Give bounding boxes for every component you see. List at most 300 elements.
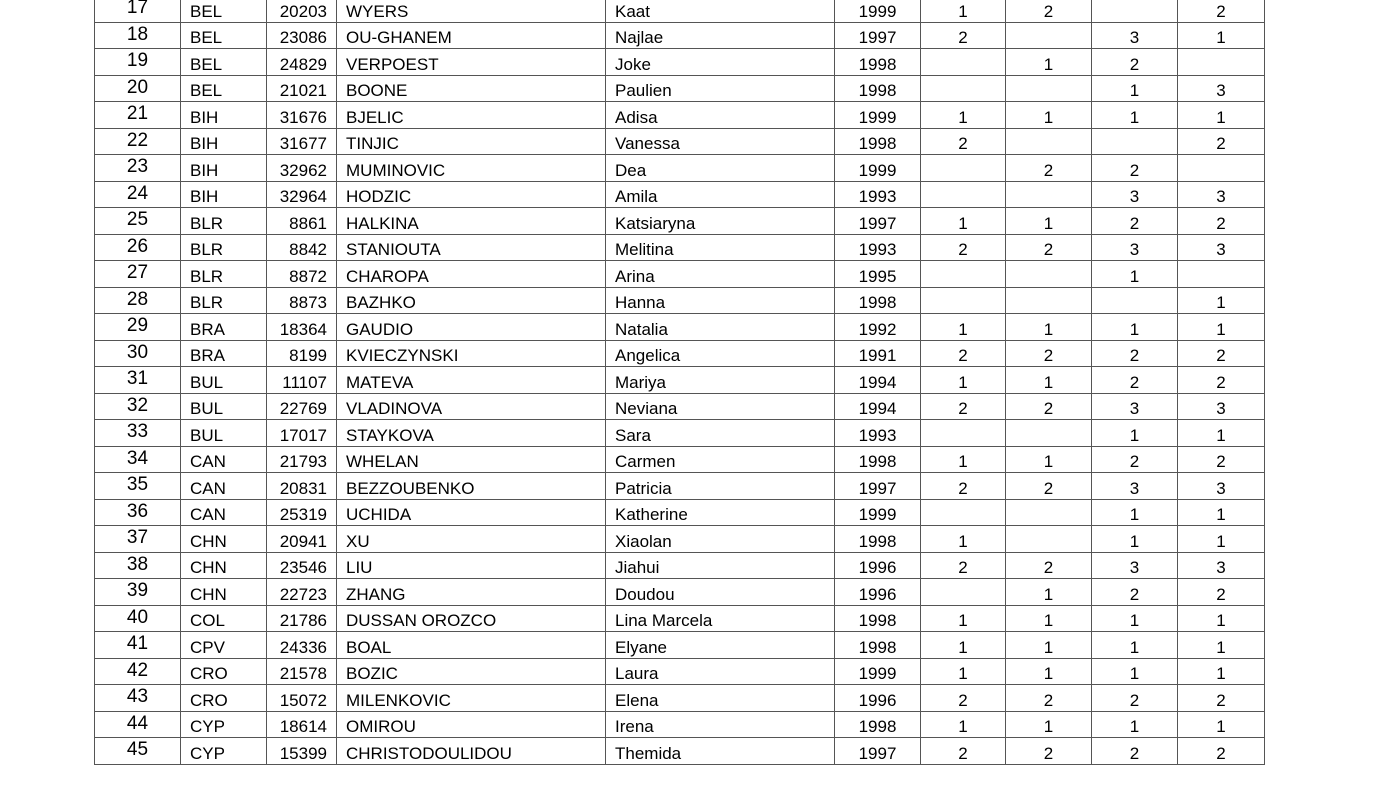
table-row (95, 0, 1265, 22)
athlete-id: 18614 (267, 711, 337, 738)
athlete-id: 31676 (267, 102, 337, 129)
nation-code: BEL (181, 75, 267, 102)
table-row (95, 314, 1265, 341)
given-name: Paulien (606, 75, 835, 102)
event-2-entry: 1 (1006, 446, 1092, 473)
row-number: 27 (95, 261, 181, 288)
table-row (95, 261, 1265, 288)
event-4-entry: 2 (1178, 0, 1265, 22)
event-4-entry: 1 (1178, 287, 1265, 314)
table-row (95, 552, 1265, 579)
given-name: Laura (606, 658, 835, 685)
given-name: Adisa (606, 102, 835, 129)
athlete-id: 20831 (267, 473, 337, 500)
event-3-entry: 2 (1092, 340, 1178, 367)
birth-year: 1996 (835, 579, 921, 606)
event-1-entry (921, 181, 1006, 208)
given-name: Carmen (606, 446, 835, 473)
event-2-entry: 1 (1006, 367, 1092, 394)
surname: OU-GHANEM (337, 22, 606, 49)
surname: HODZIC (337, 181, 606, 208)
event-4-entry: 1 (1178, 22, 1265, 49)
athlete-id: 8873 (267, 287, 337, 314)
nation-code: BUL (181, 367, 267, 394)
event-1-entry: 1 (921, 102, 1006, 129)
event-2-entry: 1 (1006, 605, 1092, 632)
event-1-entry: 1 (921, 526, 1006, 553)
event-4-entry: 1 (1178, 314, 1265, 341)
table-row (95, 75, 1265, 102)
given-name: Elena (606, 685, 835, 712)
event-1-entry: 1 (921, 711, 1006, 738)
event-1-entry (921, 499, 1006, 526)
surname: MILENKOVIC (337, 685, 606, 712)
row-number: 18 (95, 22, 181, 49)
event-1-entry (921, 75, 1006, 102)
surname: VLADINOVA (337, 393, 606, 420)
event-4-entry: 2 (1178, 738, 1265, 765)
event-3-entry: 3 (1092, 181, 1178, 208)
event-3-entry: 2 (1092, 579, 1178, 606)
table-row (95, 102, 1265, 129)
birth-year: 1993 (835, 234, 921, 261)
event-4-entry: 1 (1178, 420, 1265, 447)
event-4-entry: 3 (1178, 552, 1265, 579)
event-2-entry (1006, 181, 1092, 208)
birth-year: 1999 (835, 499, 921, 526)
given-name: Vanessa (606, 128, 835, 155)
given-name: Mariya (606, 367, 835, 394)
row-number: 44 (95, 711, 181, 738)
surname: BOZIC (337, 658, 606, 685)
table-row (95, 579, 1265, 606)
birth-year: 1999 (835, 155, 921, 182)
event-1-entry: 1 (921, 208, 1006, 235)
nation-code: CAN (181, 473, 267, 500)
surname: WHELAN (337, 446, 606, 473)
athlete-id: 20203 (267, 0, 337, 22)
event-2-entry: 2 (1006, 685, 1092, 712)
given-name: Natalia (606, 314, 835, 341)
event-4-entry: 1 (1178, 102, 1265, 129)
event-4-entry: 3 (1178, 75, 1265, 102)
given-name: Melitina (606, 234, 835, 261)
event-4-entry: 1 (1178, 605, 1265, 632)
event-1-entry: 1 (921, 605, 1006, 632)
event-1-entry: 2 (921, 738, 1006, 765)
surname: STAYKOVA (337, 420, 606, 447)
birth-year: 1991 (835, 340, 921, 367)
row-number: 26 (95, 234, 181, 261)
event-4-entry (1178, 49, 1265, 76)
athlete-id: 32964 (267, 181, 337, 208)
event-3-entry: 1 (1092, 711, 1178, 738)
event-3-entry: 2 (1092, 738, 1178, 765)
event-1-entry: 1 (921, 314, 1006, 341)
athlete-id: 21786 (267, 605, 337, 632)
surname: GAUDIO (337, 314, 606, 341)
nation-code: CPV (181, 632, 267, 659)
event-4-entry: 2 (1178, 446, 1265, 473)
surname: BEZZOUBENKO (337, 473, 606, 500)
birth-year: 1998 (835, 605, 921, 632)
given-name: Angelica (606, 340, 835, 367)
event-3-entry: 1 (1092, 314, 1178, 341)
surname: STANIOUTA (337, 234, 606, 261)
event-3-entry: 3 (1092, 552, 1178, 579)
given-name: Xiaolan (606, 526, 835, 553)
athlete-id: 25319 (267, 499, 337, 526)
table-row (95, 287, 1265, 314)
row-number: 39 (95, 579, 181, 606)
event-1-entry: 2 (921, 128, 1006, 155)
birth-year: 1999 (835, 102, 921, 129)
given-name: Sara (606, 420, 835, 447)
event-3-entry: 2 (1092, 155, 1178, 182)
surname: MATEVA (337, 367, 606, 394)
row-number: 17 (95, 0, 181, 22)
athlete-id: 15072 (267, 685, 337, 712)
row-number: 23 (95, 155, 181, 182)
entries-body (95, 0, 1265, 764)
event-4-entry: 2 (1178, 128, 1265, 155)
nation-code: CRO (181, 685, 267, 712)
athlete-id: 24336 (267, 632, 337, 659)
athlete-id: 32962 (267, 155, 337, 182)
table-row (95, 208, 1265, 235)
event-3-entry (1092, 287, 1178, 314)
event-3-entry: 1 (1092, 75, 1178, 102)
given-name: Najlae (606, 22, 835, 49)
event-4-entry: 3 (1178, 234, 1265, 261)
event-3-entry: 2 (1092, 208, 1178, 235)
event-2-entry (1006, 261, 1092, 288)
given-name: Arina (606, 261, 835, 288)
row-number: 29 (95, 314, 181, 341)
table-row (95, 658, 1265, 685)
given-name: Katsiaryna (606, 208, 835, 235)
athlete-id: 22723 (267, 579, 337, 606)
event-1-entry (921, 155, 1006, 182)
event-3-entry: 1 (1092, 632, 1178, 659)
nation-code: BIH (181, 102, 267, 129)
event-3-entry: 1 (1092, 605, 1178, 632)
event-4-entry: 1 (1178, 711, 1265, 738)
row-number: 19 (95, 49, 181, 76)
row-number: 45 (95, 738, 181, 765)
table-row (95, 128, 1265, 155)
event-1-entry (921, 261, 1006, 288)
surname: BOAL (337, 632, 606, 659)
event-4-entry (1178, 155, 1265, 182)
event-3-entry: 1 (1092, 499, 1178, 526)
row-number: 42 (95, 658, 181, 685)
athlete-id: 20941 (267, 526, 337, 553)
nation-code: BUL (181, 393, 267, 420)
surname: VERPOEST (337, 49, 606, 76)
athlete-id: 21021 (267, 75, 337, 102)
event-2-entry (1006, 128, 1092, 155)
surname: UCHIDA (337, 499, 606, 526)
event-3-entry: 1 (1092, 526, 1178, 553)
nation-code: CAN (181, 499, 267, 526)
nation-code: CHN (181, 552, 267, 579)
given-name: Hanna (606, 287, 835, 314)
birth-year: 1997 (835, 208, 921, 235)
birth-year: 1999 (835, 0, 921, 22)
event-2-entry: 1 (1006, 102, 1092, 129)
event-4-entry: 2 (1178, 367, 1265, 394)
given-name: Irena (606, 711, 835, 738)
event-1-entry: 2 (921, 340, 1006, 367)
row-number: 20 (95, 75, 181, 102)
event-1-entry: 2 (921, 393, 1006, 420)
event-1-entry: 1 (921, 367, 1006, 394)
event-4-entry: 1 (1178, 658, 1265, 685)
birth-year: 1998 (835, 75, 921, 102)
event-2-entry: 2 (1006, 234, 1092, 261)
event-1-entry: 2 (921, 22, 1006, 49)
nation-code: BLR (181, 261, 267, 288)
row-number: 34 (95, 446, 181, 473)
nation-code: COL (181, 605, 267, 632)
birth-year: 1998 (835, 287, 921, 314)
event-2-entry: 1 (1006, 658, 1092, 685)
event-1-entry: 2 (921, 552, 1006, 579)
athlete-id: 8199 (267, 340, 337, 367)
entries-table (94, 0, 1265, 765)
event-4-entry: 2 (1178, 685, 1265, 712)
given-name: Neviana (606, 393, 835, 420)
event-2-entry (1006, 75, 1092, 102)
surname: CHRISTODOULIDOU (337, 738, 606, 765)
event-4-entry: 2 (1178, 340, 1265, 367)
given-name: Joke (606, 49, 835, 76)
row-number: 25 (95, 208, 181, 235)
row-number: 21 (95, 102, 181, 129)
given-name: Elyane (606, 632, 835, 659)
event-2-entry: 2 (1006, 340, 1092, 367)
birth-year: 1998 (835, 446, 921, 473)
nation-code: BIH (181, 155, 267, 182)
event-3-entry: 2 (1092, 367, 1178, 394)
event-3-entry: 1 (1092, 420, 1178, 447)
table-row (95, 22, 1265, 49)
event-2-entry: 1 (1006, 579, 1092, 606)
event-2-entry (1006, 420, 1092, 447)
given-name: Doudou (606, 579, 835, 606)
row-number: 33 (95, 420, 181, 447)
birth-year: 1996 (835, 552, 921, 579)
event-1-entry: 2 (921, 473, 1006, 500)
table-row (95, 605, 1265, 632)
event-2-entry: 2 (1006, 552, 1092, 579)
athlete-id: 23086 (267, 22, 337, 49)
nation-code: BEL (181, 22, 267, 49)
surname: KVIECZYNSKI (337, 340, 606, 367)
event-2-entry: 2 (1006, 473, 1092, 500)
event-2-entry (1006, 499, 1092, 526)
event-2-entry: 1 (1006, 208, 1092, 235)
row-number: 36 (95, 499, 181, 526)
birth-year: 1995 (835, 261, 921, 288)
event-1-entry: 2 (921, 685, 1006, 712)
row-number: 31 (95, 367, 181, 394)
given-name: Lina Marcela (606, 605, 835, 632)
event-3-entry (1092, 0, 1178, 22)
surname: CHAROPA (337, 261, 606, 288)
birth-year: 1992 (835, 314, 921, 341)
row-number: 38 (95, 552, 181, 579)
birth-year: 1994 (835, 367, 921, 394)
nation-code: CHN (181, 526, 267, 553)
table-row (95, 473, 1265, 500)
surname: WYERS (337, 0, 606, 22)
event-3-entry: 2 (1092, 446, 1178, 473)
birth-year: 1998 (835, 711, 921, 738)
given-name: Themida (606, 738, 835, 765)
event-3-entry: 3 (1092, 234, 1178, 261)
athlete-id: 21793 (267, 446, 337, 473)
event-2-entry: 1 (1006, 632, 1092, 659)
event-3-entry (1092, 128, 1178, 155)
surname: DUSSAN OROZCO (337, 605, 606, 632)
event-4-entry: 3 (1178, 181, 1265, 208)
athlete-id: 31677 (267, 128, 337, 155)
row-number: 22 (95, 128, 181, 155)
row-number: 30 (95, 340, 181, 367)
row-number: 41 (95, 632, 181, 659)
nation-code: BLR (181, 234, 267, 261)
athlete-id: 21578 (267, 658, 337, 685)
nation-code: BIH (181, 128, 267, 155)
given-name: Patricia (606, 473, 835, 500)
event-4-entry: 2 (1178, 579, 1265, 606)
row-number: 43 (95, 685, 181, 712)
event-2-entry (1006, 287, 1092, 314)
surname: LIU (337, 552, 606, 579)
event-4-entry: 3 (1178, 473, 1265, 500)
nation-code: BRA (181, 314, 267, 341)
table-row (95, 632, 1265, 659)
event-2-entry: 1 (1006, 711, 1092, 738)
surname: BJELIC (337, 102, 606, 129)
event-2-entry (1006, 526, 1092, 553)
nation-code: CHN (181, 579, 267, 606)
event-3-entry: 1 (1092, 102, 1178, 129)
event-1-entry: 1 (921, 632, 1006, 659)
table-row (95, 711, 1265, 738)
table-row (95, 685, 1265, 712)
athlete-id: 8861 (267, 208, 337, 235)
nation-code: CYP (181, 711, 267, 738)
event-1-entry: 1 (921, 0, 1006, 22)
table-row (95, 446, 1265, 473)
event-2-entry: 2 (1006, 738, 1092, 765)
event-4-entry: 1 (1178, 632, 1265, 659)
birth-year: 1999 (835, 658, 921, 685)
event-4-entry: 1 (1178, 499, 1265, 526)
athlete-id: 8872 (267, 261, 337, 288)
surname: TINJIC (337, 128, 606, 155)
surname: HALKINA (337, 208, 606, 235)
event-2-entry: 1 (1006, 49, 1092, 76)
event-1-entry (921, 287, 1006, 314)
birth-year: 1998 (835, 632, 921, 659)
birth-year: 1994 (835, 393, 921, 420)
row-number: 28 (95, 287, 181, 314)
table-row (95, 49, 1265, 76)
event-2-entry (1006, 22, 1092, 49)
row-number: 32 (95, 393, 181, 420)
row-number: 40 (95, 605, 181, 632)
birth-year: 1997 (835, 22, 921, 49)
athlete-id: 17017 (267, 420, 337, 447)
table-row (95, 499, 1265, 526)
event-3-entry: 1 (1092, 658, 1178, 685)
surname: BOONE (337, 75, 606, 102)
table-row (95, 393, 1265, 420)
athlete-id: 23546 (267, 552, 337, 579)
birth-year: 1997 (835, 738, 921, 765)
athlete-id: 18364 (267, 314, 337, 341)
nation-code: BIH (181, 181, 267, 208)
athlete-id: 11107 (267, 367, 337, 394)
table-row (95, 738, 1265, 765)
table-row (95, 367, 1265, 394)
event-3-entry: 3 (1092, 22, 1178, 49)
athlete-id: 22769 (267, 393, 337, 420)
given-name: Kaat (606, 0, 835, 22)
event-3-entry: 2 (1092, 49, 1178, 76)
event-2-entry: 2 (1006, 0, 1092, 22)
event-2-entry: 2 (1006, 393, 1092, 420)
event-2-entry: 2 (1006, 155, 1092, 182)
event-1-entry: 1 (921, 446, 1006, 473)
athlete-id: 8842 (267, 234, 337, 261)
nation-code: BLR (181, 208, 267, 235)
event-3-entry: 1 (1092, 261, 1178, 288)
nation-code: BUL (181, 420, 267, 447)
event-4-entry: 2 (1178, 208, 1265, 235)
birth-year: 1998 (835, 49, 921, 76)
row-number: 37 (95, 526, 181, 553)
table-row (95, 234, 1265, 261)
table-row (95, 526, 1265, 553)
event-1-entry: 2 (921, 234, 1006, 261)
nation-code: BRA (181, 340, 267, 367)
row-number: 35 (95, 473, 181, 500)
event-2-entry: 1 (1006, 314, 1092, 341)
event-4-entry: 3 (1178, 393, 1265, 420)
nation-code: CAN (181, 446, 267, 473)
birth-year: 1998 (835, 526, 921, 553)
nation-code: CYP (181, 738, 267, 765)
surname: MUMINOVIC (337, 155, 606, 182)
event-4-entry: 1 (1178, 526, 1265, 553)
row-number: 24 (95, 181, 181, 208)
birth-year: 1993 (835, 181, 921, 208)
event-1-entry (921, 579, 1006, 606)
surname: XU (337, 526, 606, 553)
event-3-entry: 2 (1092, 685, 1178, 712)
given-name: Dea (606, 155, 835, 182)
athlete-id: 24829 (267, 49, 337, 76)
given-name: Katherine (606, 499, 835, 526)
birth-year: 1998 (835, 128, 921, 155)
given-name: Amila (606, 181, 835, 208)
event-3-entry: 3 (1092, 473, 1178, 500)
